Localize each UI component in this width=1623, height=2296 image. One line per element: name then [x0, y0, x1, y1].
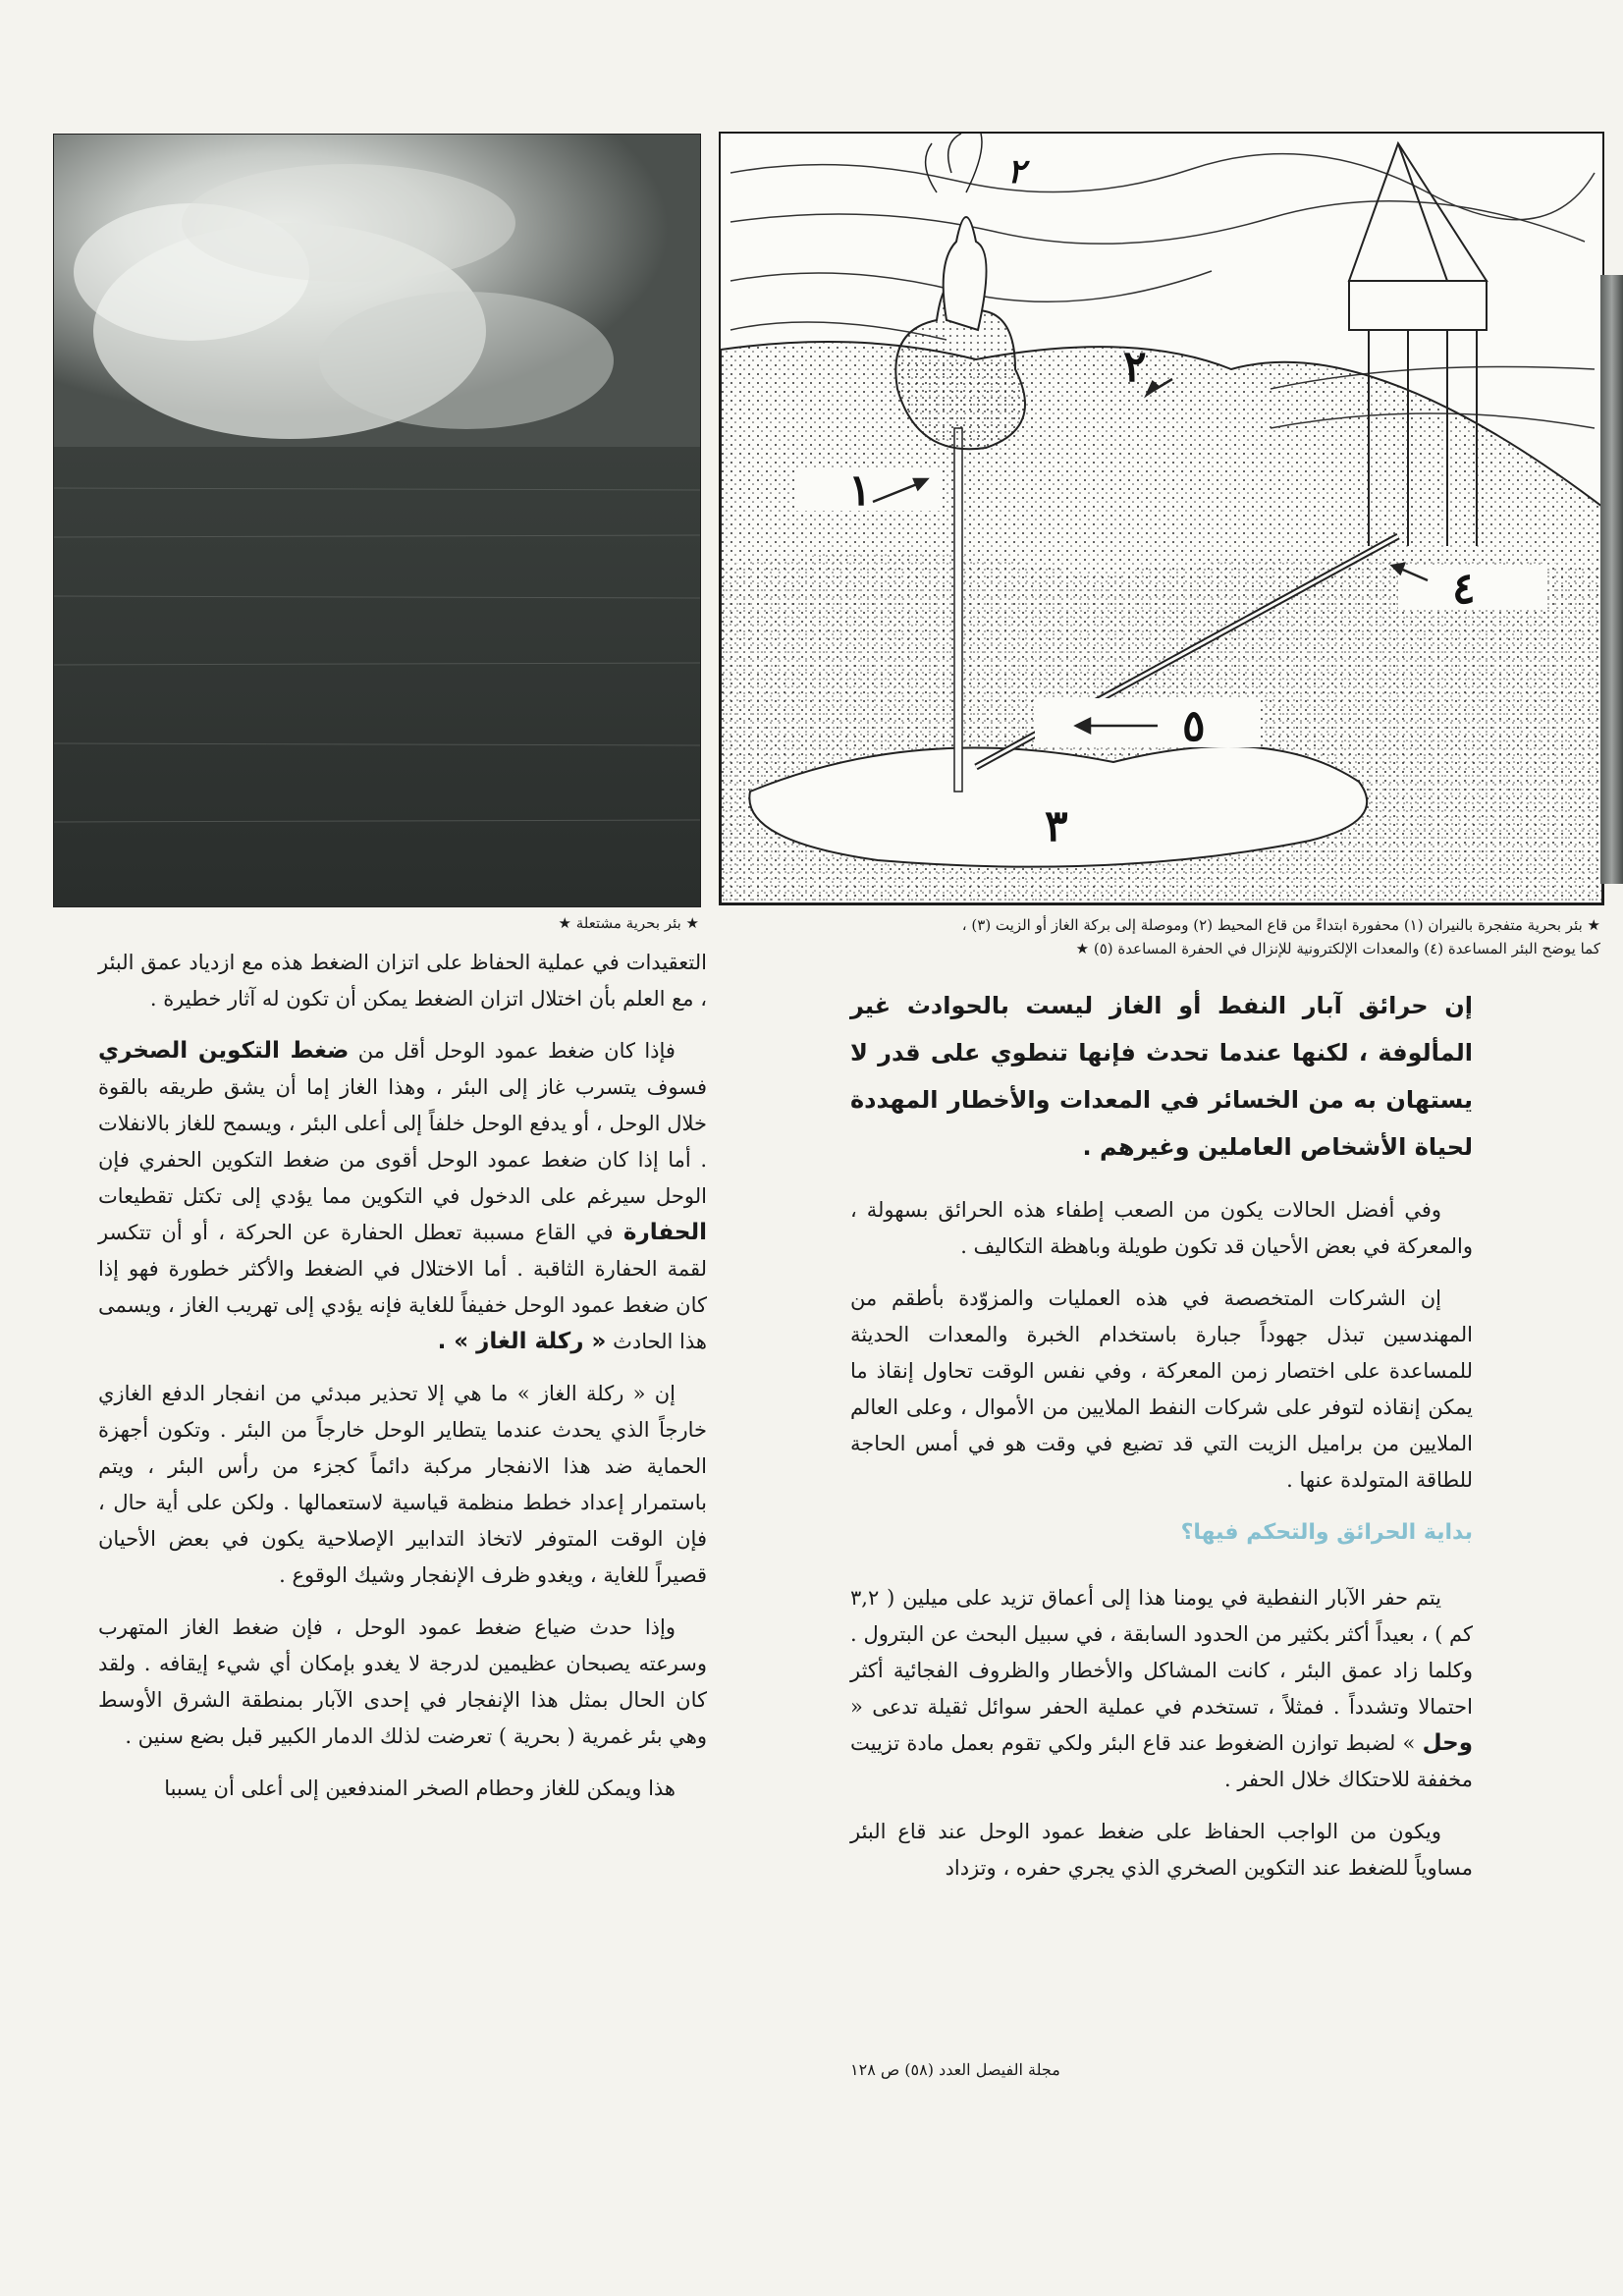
burning-well-photo [53, 134, 701, 907]
right-p3-bold: وحل [1422, 1730, 1473, 1756]
left-p2-part-c: في القاع مسببة تعطل الحفارة عن الحركة ، أو أن تتكسر لقمة الحفارة الثاقبة . أما الاختلال في الضغط والأكثر خطورة فهو إذا كان ضغط عمود الوحل خفيفاً للغاية فإنه يؤدي إلى تهريب الغاز ، ويسمى هذا الحادث [98, 1221, 707, 1353]
page-edge-strip [1600, 275, 1623, 884]
diagram-label-1: ١ [848, 465, 872, 516]
right-paragraph-1: وفي أفضل الحالات يكون من الصعب إطفاء هذه الحرائق بسهولة ، والمعركة في بعض الأحيان قد تكون طويلة وباهظة التكاليف . [850, 1198, 1473, 1258]
left-column [98, 945, 707, 1823]
page-footer: مجلة الفيصل العدد (٥٨) ص ١٢٨ [850, 2060, 1060, 2079]
right-column [850, 982, 1473, 1902]
left-p2-bold: ضغط التكوين الصخري [98, 1038, 350, 1064]
diagram-label-4: ٤ [1452, 564, 1476, 614]
right-paragraph-3 [850, 1580, 1473, 1798]
diagram-label-5: ٥ [1182, 701, 1206, 751]
lead-paragraph: إن حرائق آبار النفط أو الغاز ليست بالحوادث غير المألوفة ، لكنها عندما تحدث فإنها تنطوي على قدر لا يستهان به من الخسائر في المعدات والأخطار المهددة لحياة الأشخاص العاملين وغيرهم . [850, 992, 1473, 1161]
left-paragraph-4: وإذا حدث ضياع ضغط عمود الوحل ، فإن ضغط الغاز المتهرب وسرعته يصبحان عظيمين لدرجة لا يغدو بإمكان أي شيء إيقافه . ولقد كان الحال بمثل هذا الإنفجار في إحدى الآبار بمنطقة الشرق الأوسط وهي بئر غمرية ( بحرية ) تعرضت لذلك الدمار الكبير قبل بضع سنين . [98, 1615, 707, 1748]
diagram-caption-line1: ★ بئر بحرية متفجرة بالنيران (١) محفورة ابتداءً من قاع المحيط (٢) وموصلة إلى بركة الغاز أو الزيت (٣) ، [961, 916, 1600, 934]
right-paragraph-2: إن الشركات المتخصصة في هذه العمليات والمزوّدة بأطقم من المهندسين تبذل جهوداً جبارة باستخدام الخبرة والمعدات الحديثة للمساعدة على اختصار زمن المعركة ، وفي نفس الوقت تحاول إنقاذ ما يمكن إنقاذه لتوفر على شركات النفط الملايين من الأموال ، وعلى العالم الملايين من براميل الزيت التي قد تضيع في وقت هو في أمس الحاجة للطاقة المتولدة عنها . [850, 1286, 1473, 1492]
left-paragraph-1: التعقيدات في عملية الحفاظ على اتزان الضغط هذه مع ازدياد عمق البئر ، مع العلم بأن اختلال اتزان الضغط يمكن أن تكون له آثار خطيرة . [98, 951, 707, 1011]
offshore-well-diagram [719, 132, 1604, 905]
diagram-label-2: ٢ [1123, 342, 1147, 392]
photo-caption: ★ بئر بحرية مشتعلة ★ [558, 914, 699, 932]
diagram-caption-line2: كما يوضح البئر المساعدة (٤) والمعدات الإلكترونية للإنزال في الحفرة المساعدة (٥) ★ [1075, 940, 1600, 957]
diagram-drawing [721, 134, 1602, 903]
right-p3-part-a: يتم حفر الآبار النفطية في يومنا هذا إلى أعماق تزيد على ميلين ( ٣,٢ كم ) ، بعيداً أكثر بكثير من الحدود السابقة ، في سبيل البحث عن البترول . وكلما زاد عمق البئر ، كانت المشاكل والأخطار والظروف الفجائية أكثر احتمالا وتشدداً . فمثلاً ، تستخدم في عملية الحفر سوائل ثقيلة تدعى « [850, 1586, 1473, 1719]
left-p2-bold2: الحفارة [622, 1220, 707, 1245]
section-heading: بداية الحرائق والتحكم فيها؟ [1180, 1520, 1473, 1545]
diagram-label-3: ٣ [1045, 801, 1068, 851]
left-paragraph-3: إن « ركلة الغاز » ما هي إلا تحذير مبدئي من انفجار الدفع الغازي خارجاً الذي يحدث عندما يتطاير الوحل خارجاً من البئر . وتكون أجهزة الحماية ضد هذا الانفجار مركبة دائماً كجزء من رأس البئر ، ويتم باستمرار إعداد خطط منظمة قياسية لاستعمالها . ولكن على أية حال ، فإن الوقت المتوفر لاتخاذ التدابير الإصلاحية يكون في بعض الأحيان قصيراً للغاية ، ويغدو ظرف الإنفجار وشيك الوقوع . [98, 1382, 707, 1587]
left-paragraph-2 [98, 1033, 707, 1360]
right-paragraph-4: ويكون من الواجب الحفاظ على ضغط عمود الوحل عند قاع البئر مساوياً للضغط عند التكوين الصخري الذي يجري حفره ، وتزداد [850, 1820, 1473, 1880]
photo-illustration [54, 135, 700, 906]
diagram-label-2-top: ٢ [1007, 152, 1026, 191]
left-paragraph-5: هذا ويمكن للغاز وحطام الصخر المندفعين إلى أعلى أن يسببا [164, 1777, 676, 1800]
right-p3-part-b: » لضبط توازن الضغوط عند قاع البئر ولكي تقوم بعمل مادة تزييت مخففة للاحتكاك خلال الحفر . [850, 1731, 1473, 1791]
left-p2-bold3: « ركلة الغاز » . [437, 1329, 607, 1354]
left-p2-part-a: فإذا كان ضغط عمود الوحل أقل من [357, 1039, 676, 1063]
left-p2-part-b: فسوف يتسرب غاز إلى البئر ، وهذا الغاز إما أن يشق طريقه بالقوة خلال الوحل ، أو يدفع الوحل خلفاً إلى أعلى البئر ، ويسمح للغاز بالانفلات . أما إذا كان ضغط عمود الوحل أقوى من ضغط التكوين الحفري فإن الوحل سيرغم على الدخول في التكوين مما يؤدي إلى تكتل تقطيعات [98, 1075, 707, 1208]
diagram-caption [719, 913, 1600, 960]
